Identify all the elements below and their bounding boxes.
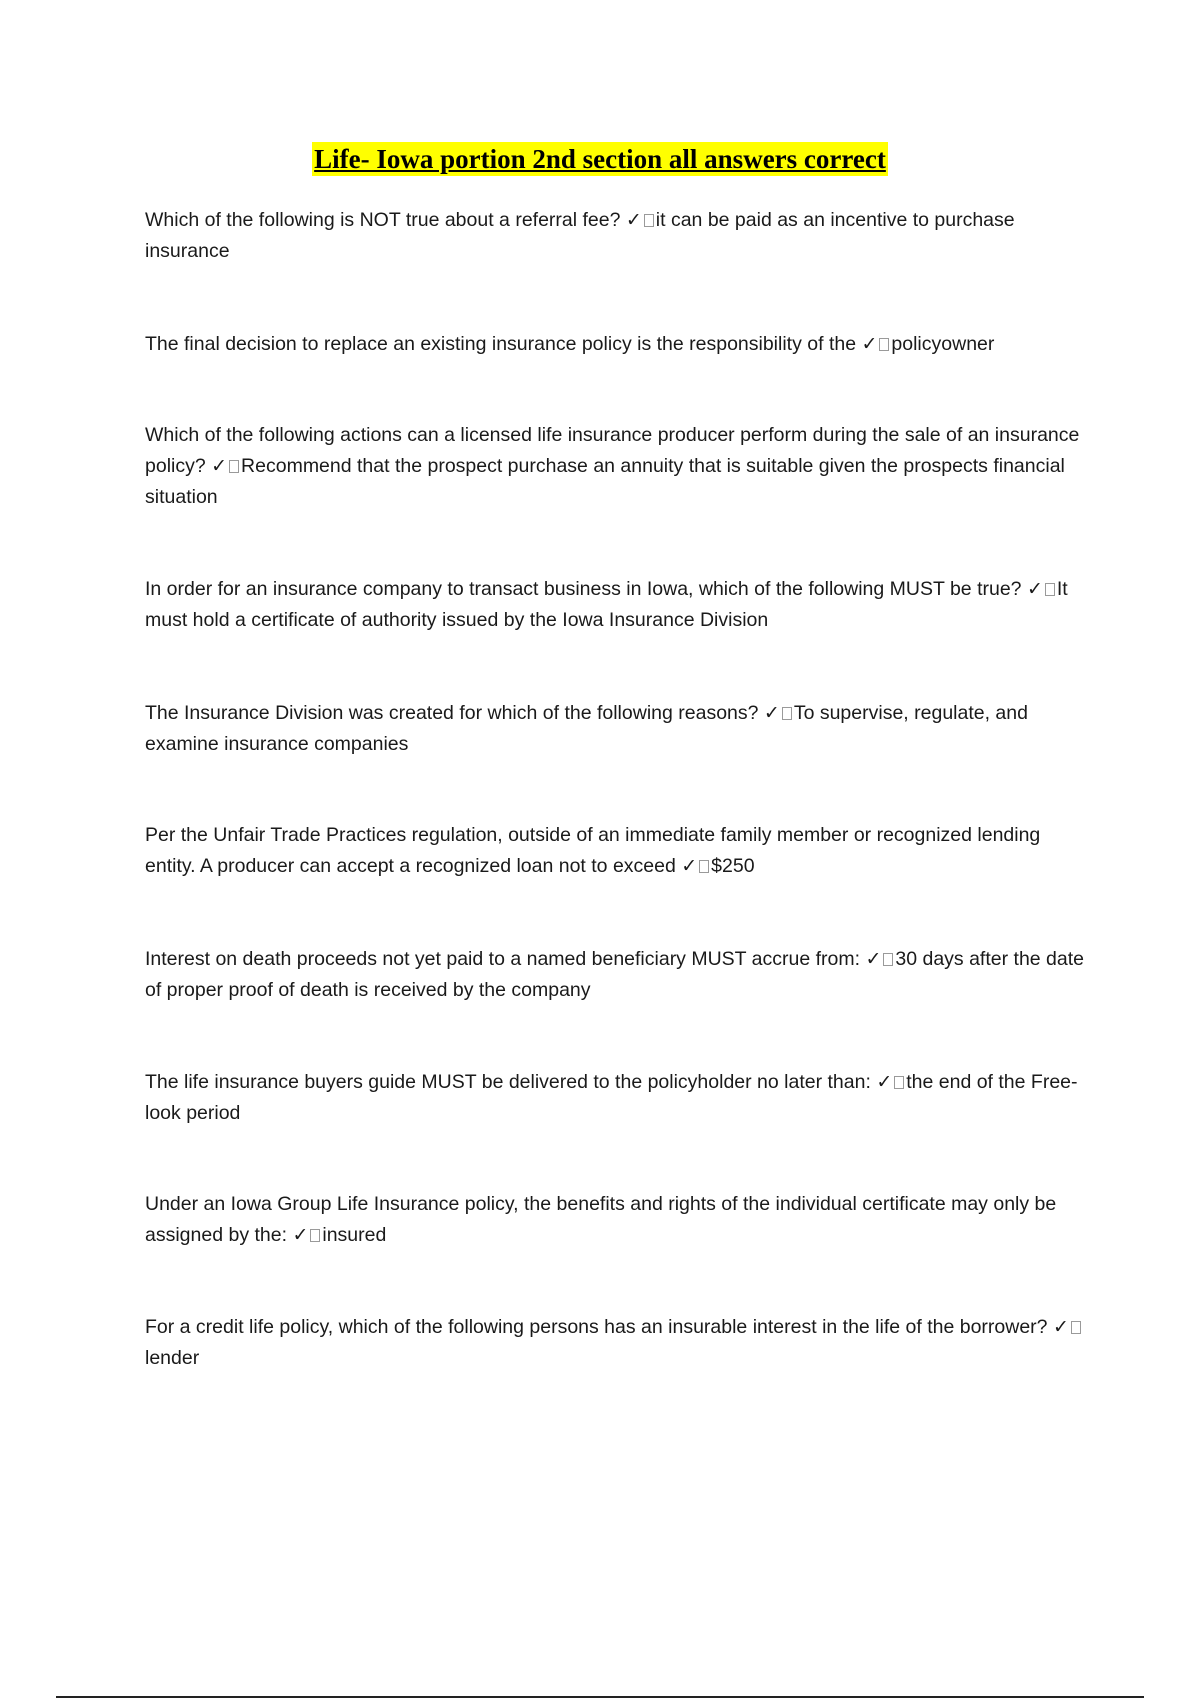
question-text: Per the Unfair Trade Practices regulation, outside of an immediate family member or recognized lending entity. A producer can accept a recognized loan not to exceed <box>145 824 1041 877</box>
checkmark-icon: ✓ <box>1052 1316 1069 1338</box>
question-text: Which of the following actions can a licensed life insurance producer perform during the sale of an insurance policy? <box>145 424 1080 477</box>
answer-text: insured <box>322 1224 387 1246</box>
checkmark-icon: ✓ <box>763 702 780 724</box>
answer-text: Recommend that the prospect purchase an annuity that is suitable given the prospects financial situation <box>145 455 1065 508</box>
question-text: Which of the following is NOT true about a referral fee? <box>145 209 626 231</box>
answer-text: To supervise, regulate, and examine insurance companies <box>145 702 1028 755</box>
checkmark-icon: ✓ <box>876 1071 893 1093</box>
answer-text: policyowner <box>891 333 995 355</box>
question-text: For a credit life policy, which of the following persons has an insurable interest in the life of the borrower? <box>145 1316 1053 1338</box>
checkbox-icon <box>1071 1321 1081 1334</box>
question-text: Under an Iowa Group Life Insurance policy, the benefits and rights of the individual certificate may only be assigned by the: <box>145 1193 1057 1246</box>
answer-text: It must hold a certificate of authority issued by the Iowa Insurance Division <box>145 578 1068 631</box>
qa-item-4 <box>145 574 1095 636</box>
qa-item-8 <box>145 1067 1095 1129</box>
checkbox-icon <box>1045 583 1055 596</box>
question-text: In order for an insurance company to transact business in Iowa, which of the following MUST be true? <box>145 578 1027 600</box>
answer-text: the end of the Free-look period <box>145 1071 1078 1124</box>
checkmark-icon: ✓ <box>861 333 878 355</box>
checkbox-icon <box>894 1076 904 1089</box>
checkbox-icon <box>644 214 654 227</box>
checkbox-icon <box>782 707 792 720</box>
qa-item-9 <box>145 1189 1095 1251</box>
qa-item-1 <box>145 205 1095 267</box>
qa-item-6 <box>145 820 1095 882</box>
checkmark-icon: ✓ <box>865 948 882 970</box>
document-title: Life- Iowa portion 2nd section all answers correct <box>314 144 886 174</box>
qa-item-3 <box>145 420 1095 513</box>
checkmark-icon: ✓ <box>211 455 228 477</box>
question-text: The final decision to replace an existing insurance policy is the responsibility of the <box>145 333 862 355</box>
answer-text: $250 <box>711 855 755 877</box>
checkmark-icon: ✓ <box>625 209 642 231</box>
checkbox-icon <box>883 953 893 966</box>
question-text: Interest on death proceeds not yet paid to a named beneficiary MUST accrue from: <box>145 948 866 970</box>
qa-item-10 <box>145 1312 1095 1374</box>
checkmark-icon: ✓ <box>681 855 698 877</box>
answer-text: lender <box>145 1347 200 1369</box>
checkmark-icon: ✓ <box>292 1224 309 1246</box>
answer-text: it can be paid as an incentive to purchase insurance <box>145 209 1015 262</box>
checkbox-icon <box>879 338 889 351</box>
title-container <box>0 142 1200 176</box>
checkmark-icon: ✓ <box>1026 578 1043 600</box>
qa-item-5 <box>145 698 1095 760</box>
qa-item-2 <box>145 329 1095 360</box>
checkbox-icon <box>699 860 709 873</box>
question-text: The life insurance buyers guide MUST be delivered to the policyholder no later than: <box>145 1071 877 1093</box>
checkbox-icon <box>229 460 239 473</box>
footer-divider <box>56 1696 1144 1698</box>
checkbox-icon <box>310 1229 320 1242</box>
answer-text: 30 days after the date of proper proof of death is received by the company <box>145 948 1085 1001</box>
question-text: The Insurance Division was created for which of the following reasons? <box>145 702 764 724</box>
qa-item-7 <box>145 944 1095 1006</box>
